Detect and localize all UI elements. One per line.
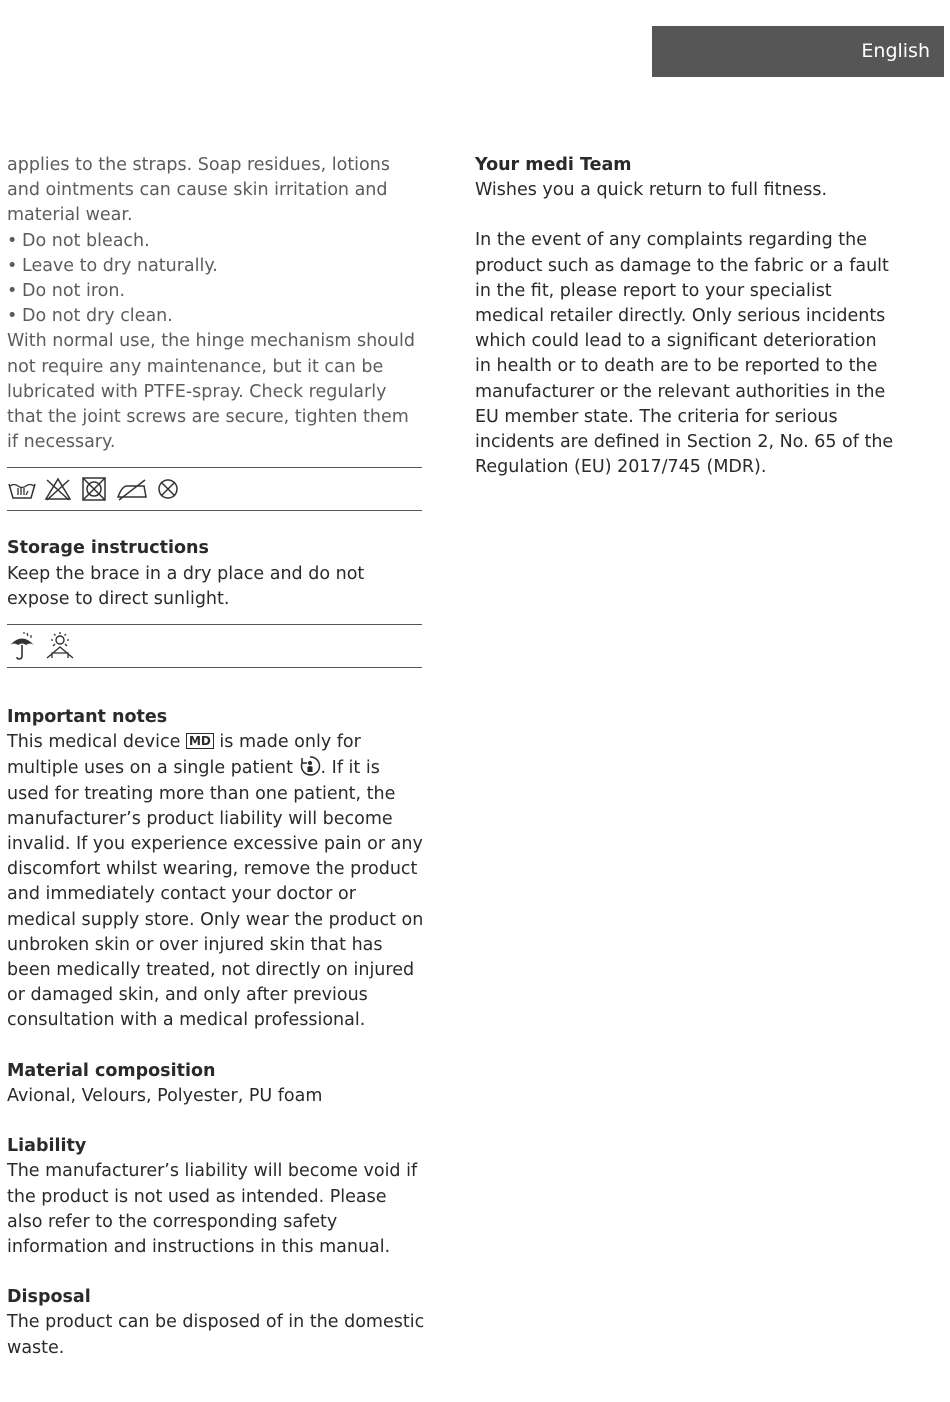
team-text: Wishes you a quick return to full fitness. <box>475 180 828 201</box>
care-bullet: • Do not dry clean. <box>7 304 425 329</box>
care-symbols-strip <box>7 467 422 511</box>
care-bullet: • Do not iron. <box>7 279 425 304</box>
left-column <box>7 153 425 1361</box>
keep-away-from-sunlight-icon <box>43 631 77 661</box>
storage-text: Keep the brace in a dry place and do not expose to direct sunlight. <box>7 563 365 609</box>
disposal-heading: Disposal <box>7 1287 91 1308</box>
disposal-text: The product can be disposed of in the domestic waste. <box>7 1312 425 1358</box>
right-column <box>475 153 895 480</box>
important-notes-heading: Important notes <box>7 707 168 728</box>
no-tumble-dry-icon <box>79 476 109 502</box>
single-patient-multiple-use-icon <box>299 755 321 777</box>
medical-device-badge: MD <box>186 733 214 749</box>
material-text: Avional, Velours, Polyester, PU foam <box>7 1085 323 1106</box>
important-notes-text-part: . If it is used for treating more than one patient, the manufacturer’s product liability will become invalid. If you experience excessive pain or any discomfort whilst wearing, remove the product and immediately contact your doctor or medical supply store. Only wear the product on unbroken skin or over injured skin that has been medically treated, not directly on injured or damaged skin, and only after previous consultation with a medical professional. <box>7 758 424 1031</box>
liability-text: The manufacturer’s liability will become void if the product is not used as intended. Please also refer to the corresponding safety information and instructions in this manual. <box>7 1161 418 1257</box>
hand-wash-icon <box>7 476 37 502</box>
hinge-maintenance-text: With normal use, the hinge mechanism should not require any maintenance, but it can be lubricated with PTFE-spray. Check regularly that the joint screws are secure, tighten them if necessary. <box>7 331 415 453</box>
important-notes-text <box>7 730 425 1033</box>
no-bleach-icon <box>43 476 73 502</box>
storage-heading: Storage instructions <box>7 538 209 559</box>
no-dry-clean-icon <box>155 476 181 502</box>
storage-symbols-strip <box>7 624 422 668</box>
language-label: English <box>861 40 930 62</box>
team-heading: Your medi Team <box>475 155 632 175</box>
no-iron-icon <box>115 476 149 502</box>
keep-dry-icon <box>7 631 37 661</box>
care-continued-text: applies to the straps. Soap residues, lotions and ointments can cause skin irritation and material wear. <box>7 155 390 226</box>
care-bullet: • Do not bleach. <box>7 229 425 254</box>
material-heading: Material composition <box>7 1060 216 1081</box>
complaints-text: In the event of any complaints regarding the product such as damage to the fabric or a fault in the fit, please report to your specialist medical retailer directly. Only serious incidents which could lead to a significant deterioration in health or to death are to be reported to the manufacturer or the relevant authorities in the EU member state. The criteria for serious incidents are defined in Section 2, No. 65 of the Regulation (EU) 2017/745 (MDR). <box>475 230 894 478</box>
language-tab <box>652 26 944 77</box>
care-bullet: • Leave to dry naturally. <box>7 254 425 279</box>
liability-heading: Liability <box>7 1136 87 1157</box>
care-bullet-list <box>7 229 425 330</box>
important-notes-text-part: is made only for multiple uses on a single patient <box>7 732 361 779</box>
important-notes-text-part: This medical device <box>7 732 186 753</box>
